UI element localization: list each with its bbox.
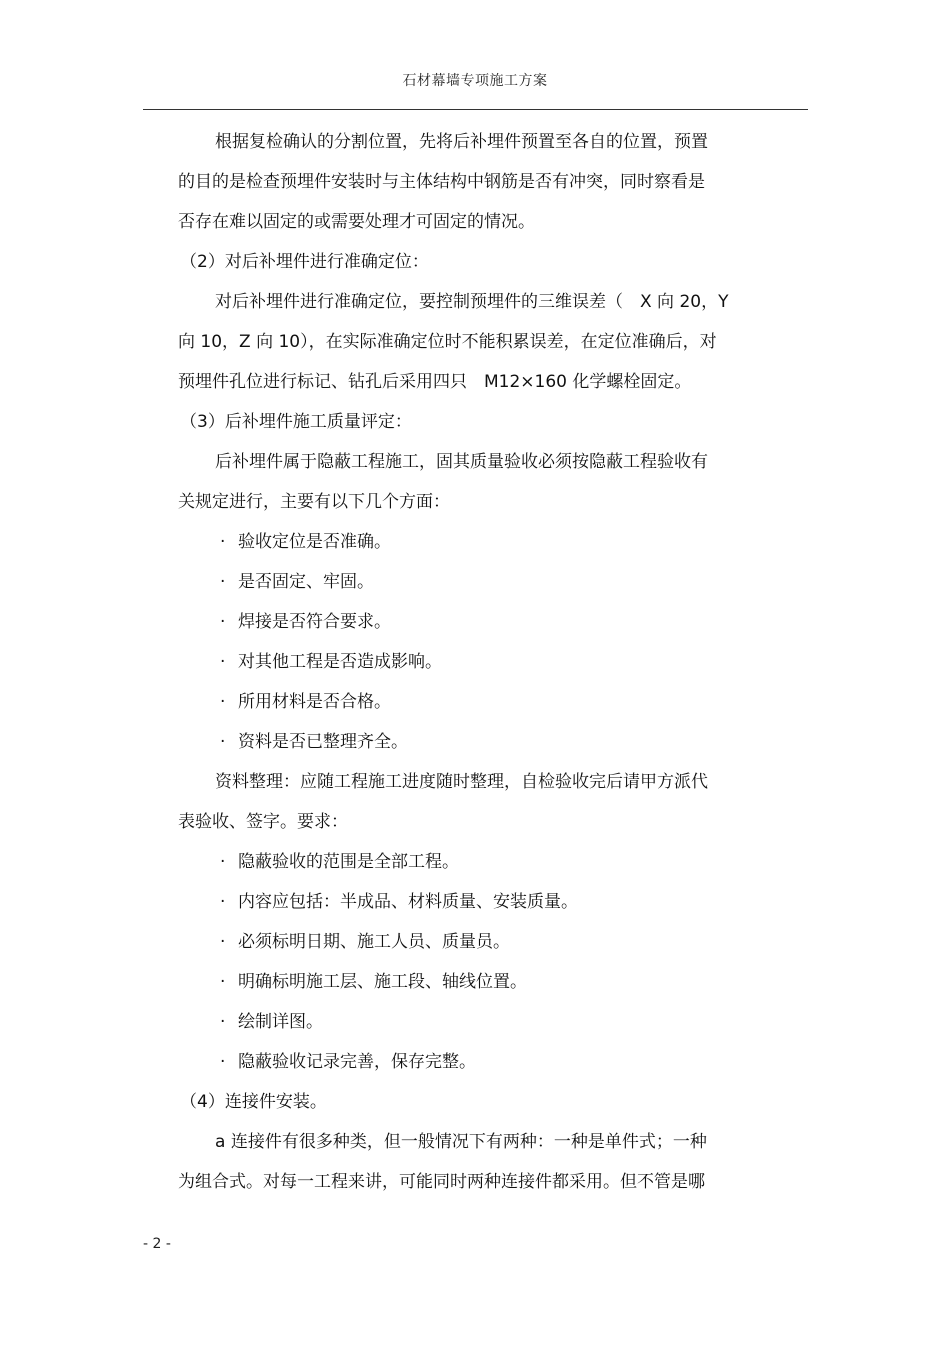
list-item: · 资料是否已整理齐全。 [220,732,408,752]
paragraph-line: 的目的是检查预埋件安装时与主体结构中钢筋是否有冲突，同时察看是 [178,172,705,192]
paragraph-line: 预埋件孔位进行标记、钻孔后采用四只 M12×160 化学螺栓固定。 [178,372,692,392]
list-item: · 是否固定、牢固。 [220,572,374,592]
list-item: · 明确标明施工层、施工段、轴线位置。 [220,972,527,992]
bullet-icon: · [220,1012,226,1032]
bullet-icon: · [220,692,226,712]
paragraph-line: 根据复检确认的分割位置，先将后补埋件预置至各自的位置，预置 [215,132,708,152]
list-item: · 隐蔽验收记录完善，保存完整。 [220,1052,476,1072]
paragraph-line: 后补埋件属于隐蔽工程施工，固其质量验收必须按隐蔽工程验收有 [215,452,708,472]
list-item: · 绘制详图。 [220,1012,323,1032]
bullet-icon: · [220,732,226,752]
paragraph-line: 向 10，Z 向 10），在实际准确定位时不能积累误差，在定位准确后，对 [178,332,717,352]
list-item: · 必须标明日期、施工人员、质量员。 [220,932,510,952]
paragraph-line: 否存在难以固定的或需要处理才可固定的情况。 [178,212,535,232]
page-number: - 2 - [143,1236,171,1252]
list-item: · 隐蔽验收的范围是全部工程。 [220,852,459,872]
bullet-icon: · [220,652,226,672]
paragraph-line: a 连接件有很多种类，但一般情况下有两种：一种是单件式；一种 [215,1132,707,1152]
bullet-icon: · [220,892,226,912]
paragraph-line: 对后补埋件进行准确定位，要控制预埋件的三维误差（ X 向 20，Y [215,292,729,312]
list-item: · 验收定位是否准确。 [220,532,391,552]
list-item: · 内容应包括：半成品、材料质量、安装质量。 [220,892,578,912]
bullet-icon: · [220,1052,226,1072]
section-heading: （3）后补埋件施工质量评定： [180,412,412,432]
bullet-icon: · [220,572,226,592]
paragraph-line: 资料整理：应随工程施工进度随时整理，自检验收完后请甲方派代 [215,772,708,792]
list-item: · 所用材料是否合格。 [220,692,391,712]
bullet-icon: · [220,932,226,952]
bullet-icon: · [220,852,226,872]
list-item: · 焊接是否符合要求。 [220,612,391,632]
paragraph-line: 表验收、签字。要求： [178,812,348,832]
list-item: · 对其他工程是否造成影响。 [220,652,442,672]
bullet-icon: · [220,972,226,992]
bullet-icon: · [220,532,226,552]
section-heading: （4）连接件安装。 [180,1092,327,1112]
header-divider [143,109,808,110]
section-heading: （2）对后补埋件进行准确定位： [180,252,429,272]
paragraph-line: 为组合式。对每一工程来讲，可能同时两种连接件都采用。但不管是哪 [178,1172,705,1192]
document-title: 石材幕墙专项施工方案 [402,73,548,89]
paragraph-line: 关规定进行，主要有以下几个方面： [178,492,450,512]
bullet-icon: · [220,612,226,632]
